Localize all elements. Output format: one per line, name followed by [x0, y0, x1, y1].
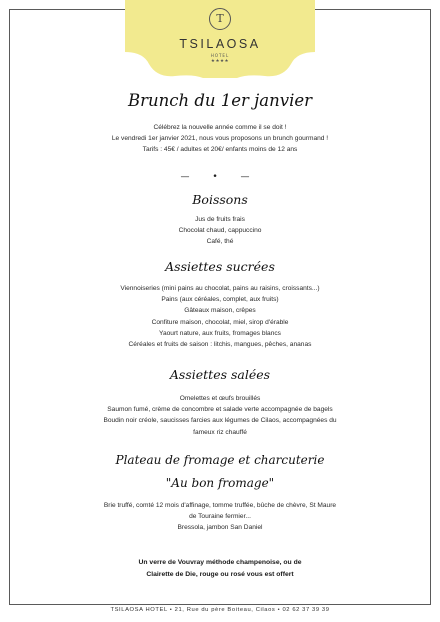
offer-line: Clairette de Die, rouge ou rosé vous est offert: [146, 570, 294, 578]
section-title-sucrees: Assiettes sucrées: [165, 259, 275, 274]
section-subtitle-bon-fromage: "Au bon fromage": [165, 476, 275, 490]
salees-list: [40, 393, 400, 438]
offer-line: Un verre de Vouvray méthode champenoise, ou de: [138, 559, 302, 566]
logo-monogram: T: [209, 8, 231, 30]
section-title-salees: Assiettes salées: [169, 367, 271, 382]
menu-item: Saumon fumé, crème de concombre et salade verte accompagnée de bagels: [107, 406, 333, 414]
menu-item: Céréales et fruits de saison : litchis, mangues, pêches, ananas: [128, 341, 312, 349]
footer-address: TSILAOSA HOTEL • 21, Rue du père Boiteau, Cilaos • 02 62 37 39 39: [110, 607, 330, 613]
intro-line: Célébrez la nouvelle année comme il se doit !: [153, 124, 287, 131]
brand-subtitle: HOTEL: [210, 53, 230, 58]
brand-stars: ★★★★: [210, 59, 230, 64]
fromage-list: [80, 500, 360, 534]
menu-item: Bressola, jambon San Daniel: [177, 524, 263, 532]
intro-line: Tarifs : 45€ / adultes et 20€/ enfants moins de 12 ans: [142, 146, 298, 154]
section-divider: — • —: [180, 172, 260, 182]
menu-item: Pains (aux céréales, complet, aux fruits): [161, 296, 279, 304]
menu-item: Brie truffé, comté 12 mois d'affinage, tomme truffée, bûche de chèvre, St Maure: [103, 502, 337, 509]
menu-item: Yaourt nature, aux fruits, fromages blancs: [159, 329, 281, 337]
menu-item: de Touraine fermier...: [189, 513, 251, 521]
offer-text: [60, 557, 380, 580]
brand-name: TSILAOSA: [179, 37, 261, 51]
menu-title: Brunch du 1er janvier: [127, 91, 313, 110]
menu-item: Café, thé: [206, 238, 234, 246]
boissons-list: [40, 214, 400, 248]
menu-item: Boudin noir créole, saucisses farcies aux légumes de Cilaos, accompagnées du: [103, 417, 337, 425]
section-title-plateau: Plateau de fromage et charcuterie: [115, 453, 325, 467]
hotel-logo-badge: [125, 0, 315, 78]
intro-text: [40, 122, 400, 156]
menu-item: Omelettes et œufs brouillés: [179, 395, 261, 402]
menu-item: Viennoiseries (mini pains au chocolat, pains au raisins, croissants...): [120, 285, 320, 292]
menu-item: Confiture maison, chocolat, miel, sirop d'érable: [151, 318, 289, 326]
menu-item: Gâteaux maison, crêpes: [184, 307, 256, 315]
menu-item: Chocolat chaud, cappuccino: [178, 227, 262, 235]
sucrees-list: [40, 283, 400, 350]
menu-item: fameux riz chauffé: [193, 428, 247, 436]
intro-line: Le vendredi 1er janvier 2021, nous vous proposons un brunch gourmand !: [111, 135, 329, 143]
menu-item: Jus de fruits frais: [195, 216, 245, 223]
section-title-boissons: Boissons: [192, 192, 248, 207]
